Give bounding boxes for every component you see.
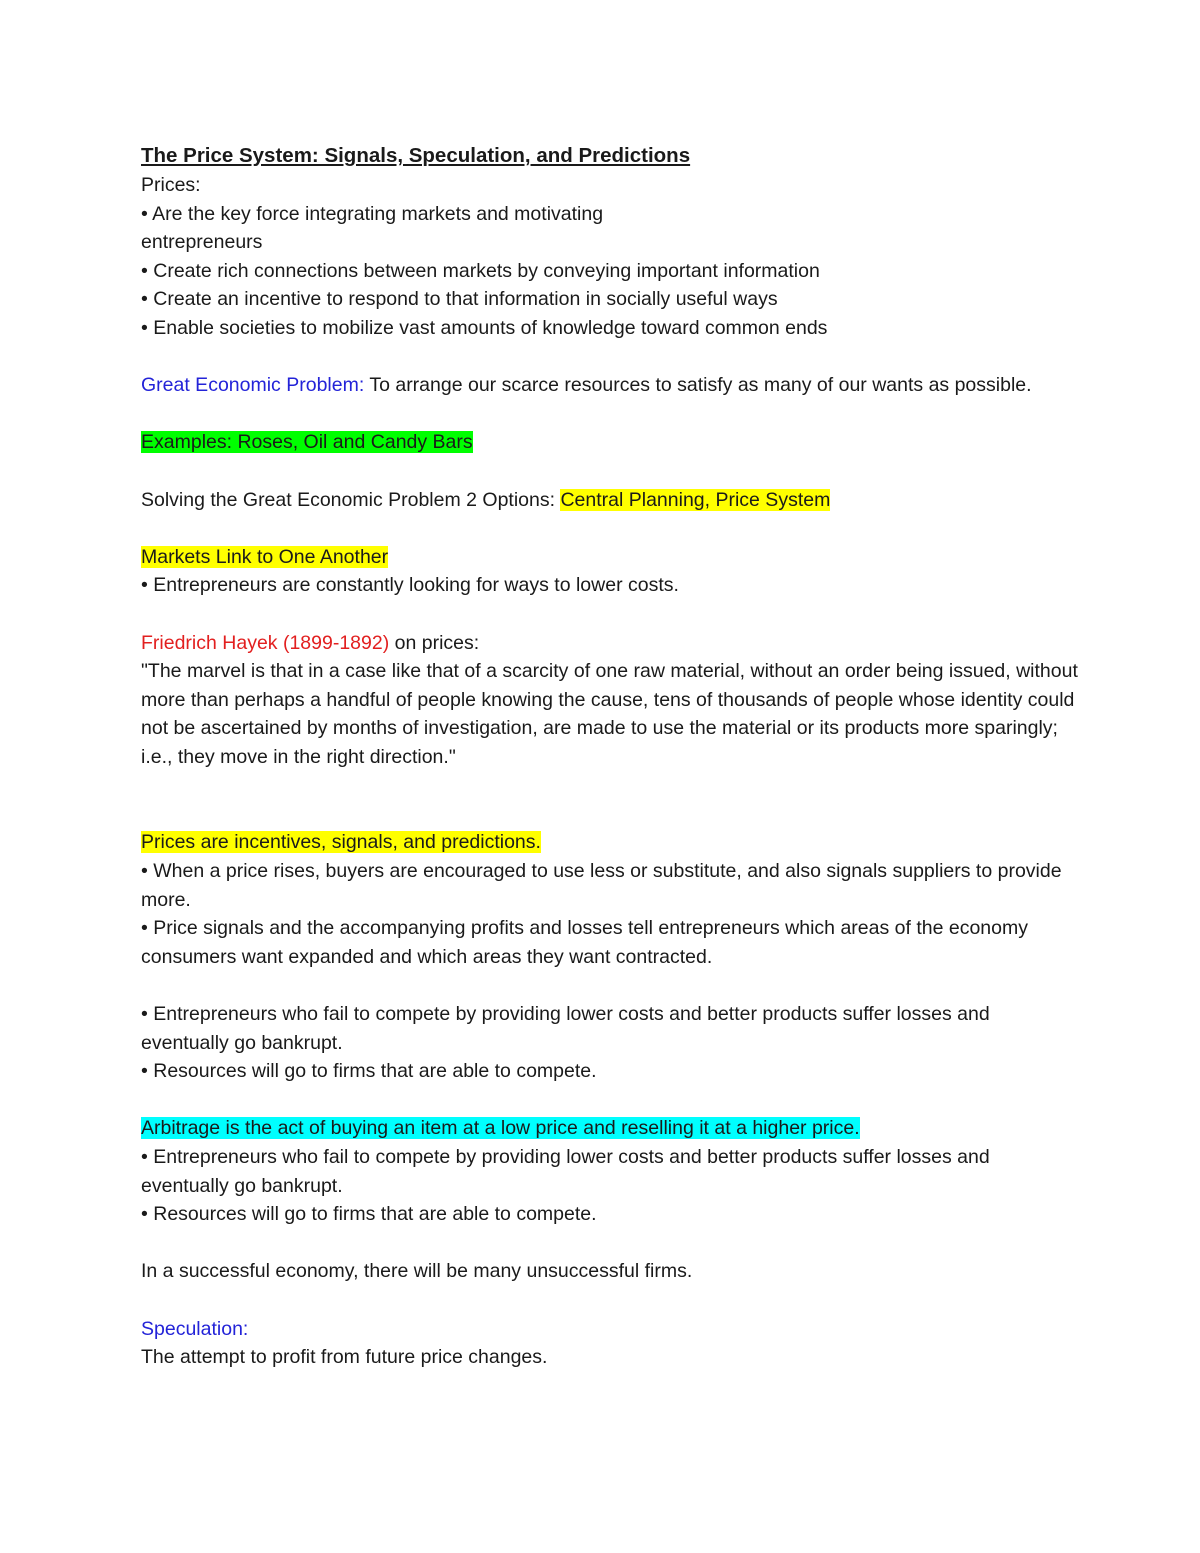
hayek-line bbox=[141, 629, 1081, 658]
solving-options-highlight: Central Planning, Price System bbox=[560, 488, 831, 511]
prices-intro: Prices: bbox=[141, 174, 201, 196]
examples-line bbox=[141, 428, 1081, 457]
examples-highlight: Examples: Roses, Oil and Candy Bars bbox=[141, 431, 473, 454]
arbitrage-bullet: • Entrepreneurs who fail to compete by providing lower costs and better products suffer losses and eventually go bankrupt. bbox=[141, 1146, 990, 1197]
prices-bullet: • Create an incentive to respond to that information in socially useful ways bbox=[141, 288, 778, 311]
arbitrage-heading-line bbox=[141, 1114, 1081, 1143]
markets-link-heading: Markets Link to One Another bbox=[141, 545, 389, 568]
prices-bullet: entrepreneurs bbox=[141, 231, 263, 254]
hayek-suffix: on prices: bbox=[389, 631, 480, 654]
great-problem-definition: To arrange our scarce resources to satisfy as many of our wants as possible. bbox=[364, 374, 1032, 397]
prices-bullet: • Are the key force integrating markets and motivating bbox=[141, 202, 604, 225]
incentives-bullet: • Price signals and the accompanying profits and losses tell entrepreneurs which areas of the economy consumers want expanded and which areas they want contracted. bbox=[141, 917, 1028, 968]
markets-link-bullet: • Entrepreneurs are constantly looking for ways to lower costs. bbox=[141, 574, 679, 597]
arbitrage-heading: Arbitrage is the act of buying an item at a low price and reselling it at a higher price. bbox=[141, 1117, 860, 1140]
arbitrage-bullet: • Resources will go to firms that are able to compete. bbox=[141, 1203, 597, 1226]
hayek-quote: "The marvel is that in a case like that of a scarcity of one raw material, without an order being issued, without more than perhaps a handful of people knowing the cause, tens of thousands of people whose identity could not be ascertained by months of investigation, are made to use the material or its products more sparingly; i.e., they move in the right direction." bbox=[141, 660, 1078, 768]
document-page bbox=[141, 141, 1081, 1372]
great-economic-problem bbox=[141, 371, 1081, 400]
document-title: The Price System: Signals, Speculation, and Predictions bbox=[141, 144, 691, 167]
hayek-name: Friedrich Hayek (1899-1892) bbox=[141, 631, 390, 654]
prices-bullet: • Create rich connections between markets by conveying important information bbox=[141, 259, 820, 282]
great-problem-term: Great Economic Problem: bbox=[141, 374, 365, 397]
incentives-bullet: • When a price rises, buyers are encouraged to use less or substitute, and also signals suppliers to provide more. bbox=[141, 860, 1062, 911]
solving-line bbox=[141, 486, 1081, 515]
competition-bullet: • Resources will go to firms that are able to compete. bbox=[141, 1060, 597, 1083]
prices-bullet: • Enable societies to mobilize vast amounts of knowledge toward common ends bbox=[141, 316, 828, 339]
successful-economy-line: In a successful economy, there will be many unsuccessful firms. bbox=[141, 1260, 693, 1283]
markets-link-heading-line bbox=[141, 543, 1081, 572]
speculation-definition: The attempt to profit from future price changes. bbox=[141, 1346, 548, 1369]
speculation-term: Speculation: bbox=[141, 1317, 249, 1340]
incentives-heading: Prices are incentives, signals, and predictions. bbox=[141, 831, 541, 854]
competition-bullet: • Entrepreneurs who fail to compete by providing lower costs and better products suffer losses and eventually go bankrupt. bbox=[141, 1003, 990, 1054]
incentives-heading-line bbox=[141, 828, 1081, 857]
solving-prefix: Solving the Great Economic Problem 2 Options: bbox=[141, 488, 561, 511]
